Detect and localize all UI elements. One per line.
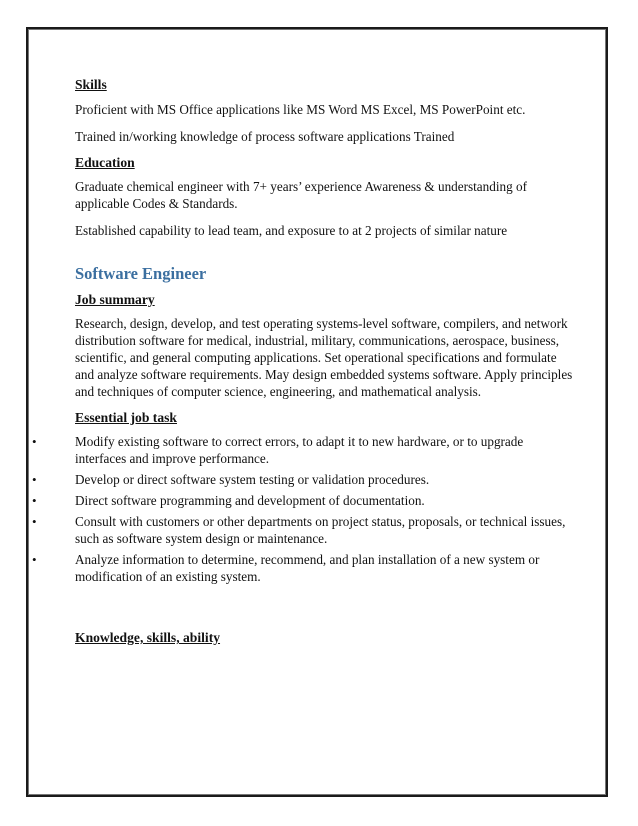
- task-text: Consult with customers or other departments on project status, proposals, or technical issues, such as software system design or maintenance.: [75, 514, 566, 546]
- list-item: [32, 513, 575, 547]
- bullet-icon: •: [32, 434, 37, 449]
- task-text: Direct software programming and development of documentation.: [75, 493, 425, 508]
- list-item: [32, 433, 575, 467]
- job-summary-heading: Job summary: [75, 292, 155, 307]
- task-text: Analyze information to determine, recommend, and plan installation of a new system or modification of an existing system.: [75, 552, 540, 584]
- education-heading: Education: [75, 155, 135, 170]
- document-content: [32, 72, 575, 646]
- bullet-icon: •: [32, 552, 37, 567]
- bullet-icon: •: [32, 472, 37, 487]
- education-line-1: Graduate chemical engineer with 7+ years’ experience Awareness & understanding of applicable Codes & Standards.: [75, 179, 527, 211]
- education-line-2: Established capability to lead team, and exposure to at 2 projects of similar nature: [75, 223, 508, 238]
- task-text: Develop or direct software system testing or validation procedures.: [75, 472, 430, 487]
- job-summary-text: Research, design, develop, and test operating systems-level software, compilers, and network distribution software for medical, industrial, military, communications, aerospace, business, scientific, and general computing applications. Set operational specifications and formulate and analyze software requirements. May design embedded systems software. Apply principles and techniques of computer science, engineering, and mathematical analysis.: [75, 316, 573, 399]
- section-title-software-engineer: Software Engineer: [75, 264, 207, 283]
- skills-line-1: Proficient with MS Office applications like MS Word MS Excel, MS PowerPoint etc.: [75, 102, 526, 117]
- skills-line-2: Trained in/working knowledge of process software applications Trained: [75, 129, 455, 144]
- task-list: [32, 433, 575, 585]
- skills-heading: Skills: [75, 77, 107, 92]
- bullet-icon: •: [32, 493, 37, 508]
- list-item: [32, 551, 575, 585]
- bullet-icon: •: [32, 514, 37, 529]
- essential-job-task-heading: Essential job task: [75, 410, 177, 425]
- knowledge-skills-ability-heading: Knowledge, skills, ability: [75, 630, 221, 645]
- task-text: Modify existing software to correct errors, to adapt it to new hardware, or to upgrade interfaces and improve performance.: [75, 434, 524, 466]
- list-item: [32, 492, 575, 509]
- list-item: [32, 471, 575, 488]
